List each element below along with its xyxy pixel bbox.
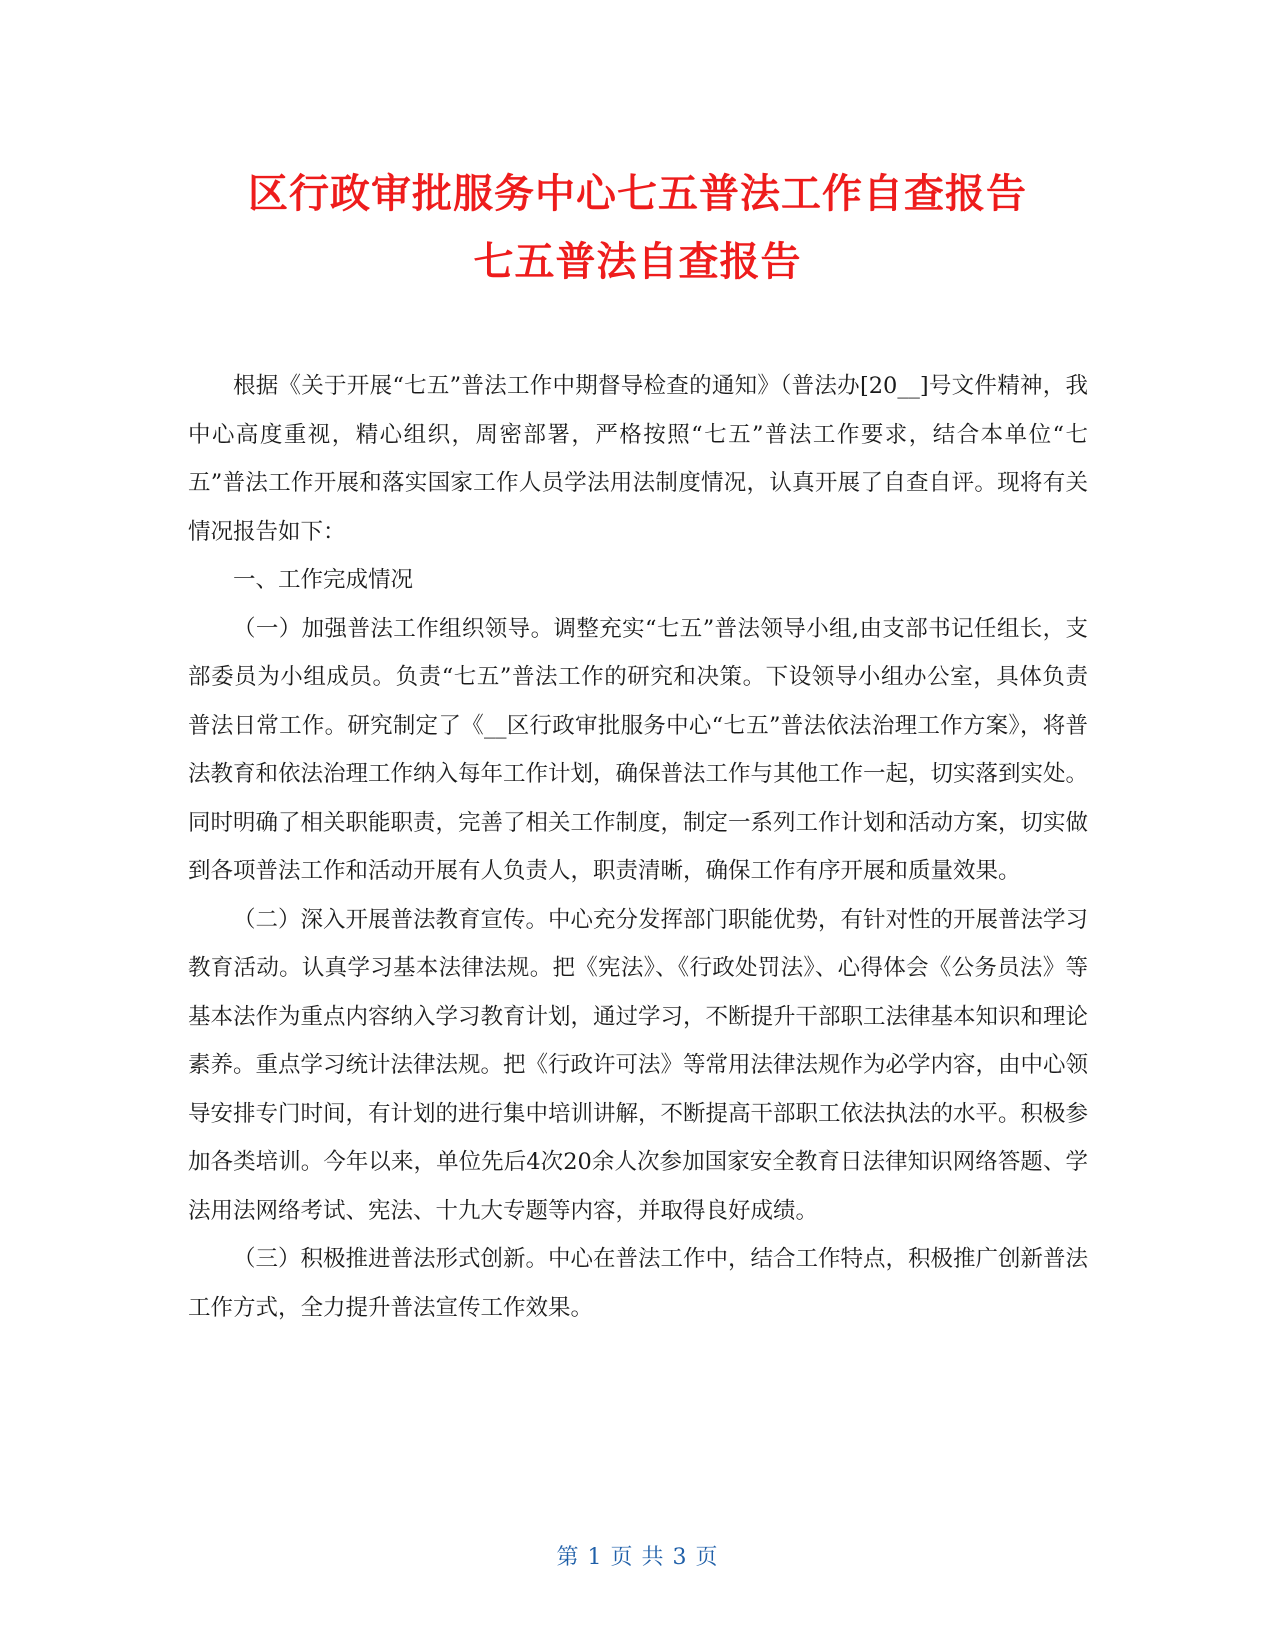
document-title	[150, 160, 1125, 296]
paragraph-form-innovation: （三）积极推进普法形式创新。中心在普法工作中，结合工作特点，积极推广创新普法工作方式，全力提升普法宣传工作效果。	[188, 1246, 1089, 1321]
section-heading-work-completion: 一、工作完成情况	[233, 567, 414, 593]
title-line-1: 区行政审批服务中心七五普法工作自查报告	[248, 171, 1027, 217]
paragraph-organization-leadership: （一）加强普法工作组织领导。调整充实“七五”普法领导小组,由支部书记任组长，支部委员为小组成员。负责“七五”普法工作的研究和决策。下设领导小组办公室，具体负责普法日常工作。研究制定了《__区行政审批服务中心“七五”普法依法治理工作方案》，将普法教育和依法治理工作纳入每年工作计划，确保普法工作与其他工作一起，切实落到实处。同时明确了相关职能职责，完善了相关工作制度，制定一系列工作计划和活动方案，切实做到各项普法工作和活动开展有人负责人，职责清晰，确保工作有序开展和质量效果。	[188, 615, 1089, 884]
page-number-footer: 第 1 页 共 3 页	[556, 1545, 719, 1570]
title-line-2: 七五普法自查报告	[473, 239, 802, 285]
document-body	[188, 362, 1088, 1332]
paragraph-intro: 根据《关于开展“七五”普法工作中期督导检查的通知》（普法办[20__]号文件精神，我中心高度重视，精心组织，周密部署，严格按照“七五”普法工作要求，结合本单位“七五”普法工作开展和落实国家工作人员学法用法制度情况，认真开展了自查自评。现将有关情况报告如下：	[188, 373, 1088, 545]
paragraph-education-publicity: （二）深入开展普法教育宣传。中心充分发挥部门职能优势，有针对性的开展普法学习教育活动。认真学习基本法律法规。把《宪法》、《行政处罚法》、心得体会《公务员法》等基本法作为重点内容纳入学习教育计划，通过学习，不断提升干部职工法律基本知识和理论素养。重点学习统计法律法规。把《行政许可法》等常用法律法规作为必学内容，由中心领导安排专门时间，有计划的进行集中培训讲解，不断提高干部职工依法执法的水平。积极参加各类培训。今年以来，单位先后4次20余人次参加国家安全教育日法律知识网络答题、学法用法网络考试、宪法、十九大专题等内容，并取得良好成绩。	[188, 906, 1089, 1224]
